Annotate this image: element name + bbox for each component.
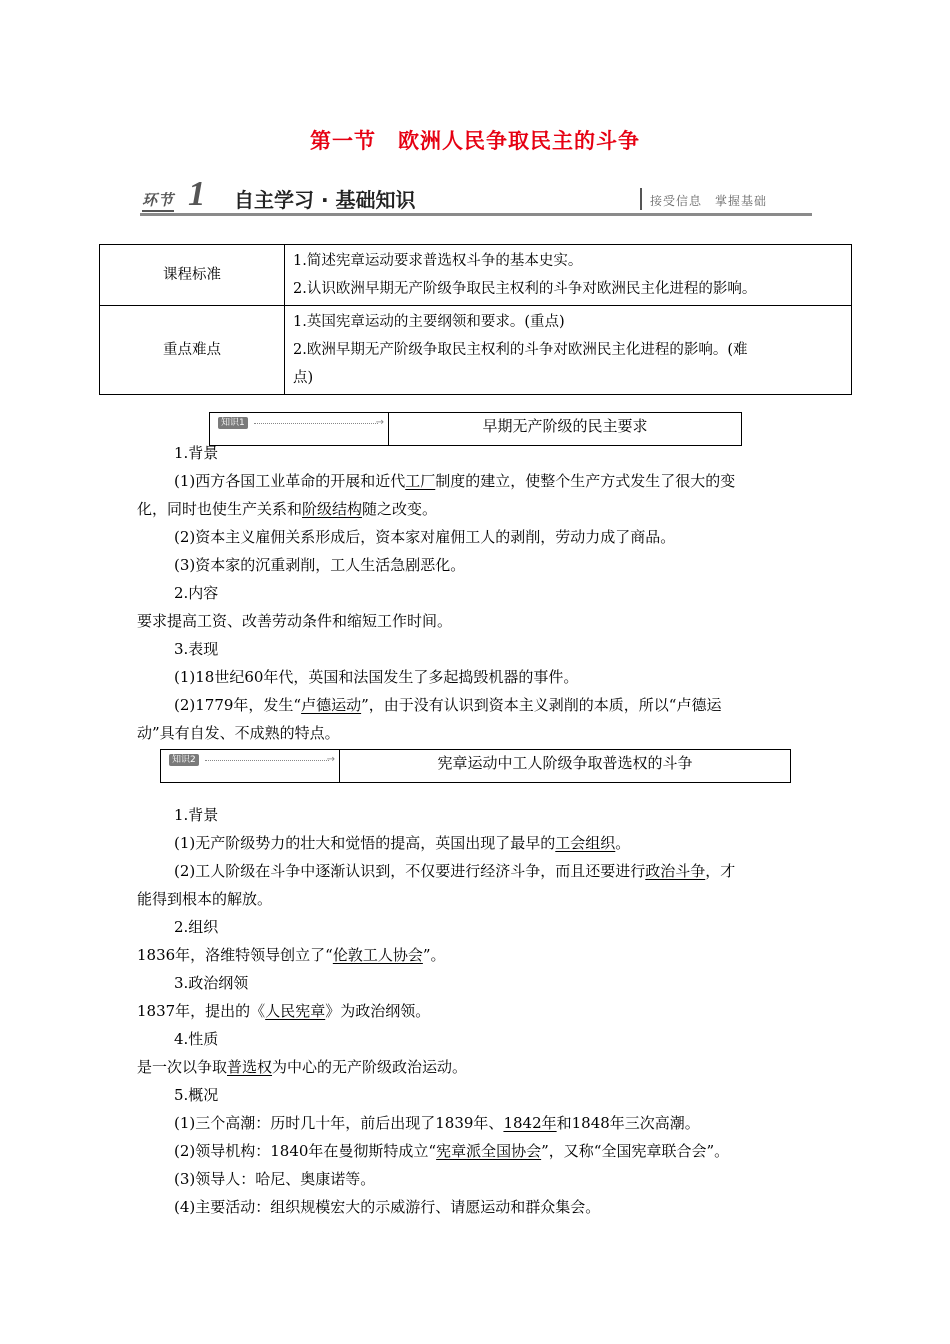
- standards-table: [99, 244, 852, 395]
- dotted-line: [254, 423, 378, 424]
- line-text: 1836年，洛维特领导创立了“: [137, 946, 333, 964]
- line-text: 2.组织: [174, 918, 219, 936]
- paragraph-line: [174, 833, 630, 853]
- page-title: 第一节 欧洲人民争取民主的斗争: [310, 128, 640, 153]
- line-text: (2)资本主义雇佣关系形成后，资本家对雇佣工人的剥削，劳动力成了商品。: [174, 528, 676, 546]
- table-row: [100, 245, 852, 306]
- knowledge-header-marker: [210, 413, 389, 445]
- underlined-term: 人民宪章: [265, 1002, 326, 1020]
- paragraph-line: [174, 973, 248, 993]
- line-text: 化，同时也使生产关系和: [137, 500, 303, 518]
- underlined-term: 阶级结构: [302, 500, 363, 518]
- line-text: 1837年，提出的《: [137, 1002, 266, 1020]
- line-text: 5.概况: [174, 1086, 219, 1104]
- underlined-term: 伦敦工人协会: [332, 946, 423, 964]
- line-text: 是一次以争取: [137, 1058, 228, 1076]
- line-text: 能得到根本的解放。: [137, 890, 273, 908]
- line-text: 。: [615, 834, 631, 852]
- row-content: [285, 306, 852, 395]
- line-text: 动”具有自发、不成熟的特点。: [137, 724, 340, 742]
- banner-rule: [140, 213, 812, 216]
- line-text: 3.政治纲领: [174, 974, 249, 992]
- row-label: 课程标准: [100, 245, 285, 306]
- line-text: (1)西方各国工业革命的开展和近代: [174, 472, 406, 490]
- underlined-term: 1842年: [503, 1114, 557, 1132]
- knowledge-header-marker: [161, 750, 340, 782]
- underlined-term: 普选权: [227, 1058, 273, 1076]
- row-line: 2.欧洲早期无产阶级争取民主权利的斗争对欧洲民主化进程的影响。(难: [293, 342, 748, 358]
- paragraph-line: [137, 945, 446, 965]
- banner-title: 自主学习 · 基础知识: [234, 188, 416, 212]
- paragraph-line: [174, 667, 578, 687]
- line-text: 4.性质: [174, 1030, 219, 1048]
- arrow-right-icon: →: [375, 417, 384, 428]
- paragraph-line: [174, 443, 218, 463]
- paragraph-line: [174, 917, 218, 937]
- line-text: ”，又称“全国宪章联合会”。: [541, 1142, 730, 1160]
- line-text: (1)三个高潮：历时几十年，前后出现了1839年、: [174, 1114, 504, 1132]
- line-text: ”，由于没有认识到资本主义剥削的本质，所以“卢德运: [361, 696, 722, 714]
- line-text: 随之改变。: [362, 500, 438, 518]
- underlined-term: 工会组织: [555, 834, 616, 852]
- row-label: 重点难点: [100, 306, 285, 395]
- paragraph-line: [174, 695, 721, 715]
- line-text: (2)领导机构：1840年在曼彻斯特成立“: [174, 1142, 437, 1160]
- section-banner: [140, 174, 812, 216]
- underlined-term: 工厂: [405, 472, 436, 490]
- paragraph-line: [137, 889, 272, 909]
- underlined-term: 卢德运动: [301, 696, 362, 714]
- paragraph-line: [174, 639, 218, 659]
- table-row: [100, 306, 852, 395]
- banner-separator: [640, 188, 642, 210]
- underlined-term: 政治斗争: [645, 862, 706, 880]
- row-content: [285, 245, 852, 306]
- line-text: (2)1779年，发生“: [174, 696, 302, 714]
- line-text: (3)资本家的沉重剥削，工人生活急剧恶化。: [174, 556, 466, 574]
- knowledge-title: 早期无产阶级的民主要求: [482, 417, 648, 435]
- row-line: 2.认识欧洲早期无产阶级争取民主权利的斗争对欧洲民主化进程的影响。: [293, 281, 757, 297]
- paragraph-line: [174, 555, 465, 575]
- paragraph-line: [174, 471, 735, 491]
- line-text: (3)领导人：哈尼、奥康诺等。: [174, 1170, 376, 1188]
- knowledge-chip: 知识1: [218, 417, 248, 429]
- paragraph-line: [137, 1001, 430, 1021]
- paragraph-line: [174, 1029, 218, 1049]
- paragraph-line: [174, 1113, 700, 1133]
- line-text: ”。: [422, 946, 446, 964]
- line-text: (4)主要活动：组织规模宏大的示威游行、请愿运动和群众集会。: [174, 1198, 601, 1216]
- paragraph-line: [137, 499, 437, 519]
- row-line: 1.英国宪章运动的主要纲领和要求。(重点): [293, 314, 565, 330]
- line-text: 1.背景: [174, 806, 219, 824]
- section-label: 环节: [142, 189, 174, 212]
- section-number: 1: [188, 174, 206, 213]
- underlined-term: 宪章派全国协会: [436, 1142, 542, 1160]
- dotted-line: [205, 760, 329, 761]
- line-text: 》为政治纲领。: [325, 1002, 431, 1020]
- line-text: 2.内容: [174, 584, 219, 602]
- paragraph-line: [137, 723, 340, 743]
- line-text: (1)无产阶级势力的壮大和觉悟的提高，英国出现了最早的: [174, 834, 556, 852]
- knowledge-title: 宪章运动中工人阶级争取普选权的斗争: [437, 754, 693, 772]
- line-text: 3.表现: [174, 640, 219, 658]
- paragraph-line: [174, 805, 218, 825]
- paragraph-line: [174, 527, 675, 547]
- knowledge-chip: 知识2: [169, 754, 199, 766]
- paragraph-line: [174, 1085, 218, 1105]
- banner-tagline: 接受信息 掌握基础: [650, 194, 768, 208]
- paragraph-line: [137, 1057, 467, 1077]
- line-text: ，才: [705, 862, 736, 880]
- line-text: 和1848年三次高潮。: [556, 1114, 700, 1132]
- paragraph-line: [137, 611, 452, 631]
- paragraph-line: [174, 1197, 600, 1217]
- line-text: (1)18世纪60年代，英国和法国发生了多起捣毁机器的事件。: [174, 668, 579, 686]
- knowledge-header-1: [209, 412, 742, 446]
- paragraph-line: [174, 1169, 375, 1189]
- line-text: 要求提高工资、改善劳动条件和缩短工作时间。: [137, 612, 453, 630]
- knowledge-header-2: [160, 749, 791, 783]
- row-line: 点): [293, 370, 314, 386]
- paragraph-line: [174, 583, 218, 603]
- line-text: (2)工人阶级在斗争中逐渐认识到，不仅要进行经济斗争，而且还要进行: [174, 862, 646, 880]
- line-text: 1.背景: [174, 444, 219, 462]
- arrow-right-icon: →: [326, 754, 335, 765]
- paragraph-line: [174, 861, 735, 881]
- row-line: 1.简述宪章运动要求普选权斗争的基本史实。: [293, 253, 583, 269]
- line-text: 为中心的无产阶级政治运动。: [272, 1058, 468, 1076]
- line-text: 制度的建立，使整个生产方式发生了很大的变: [435, 472, 736, 490]
- paragraph-line: [174, 1141, 729, 1161]
